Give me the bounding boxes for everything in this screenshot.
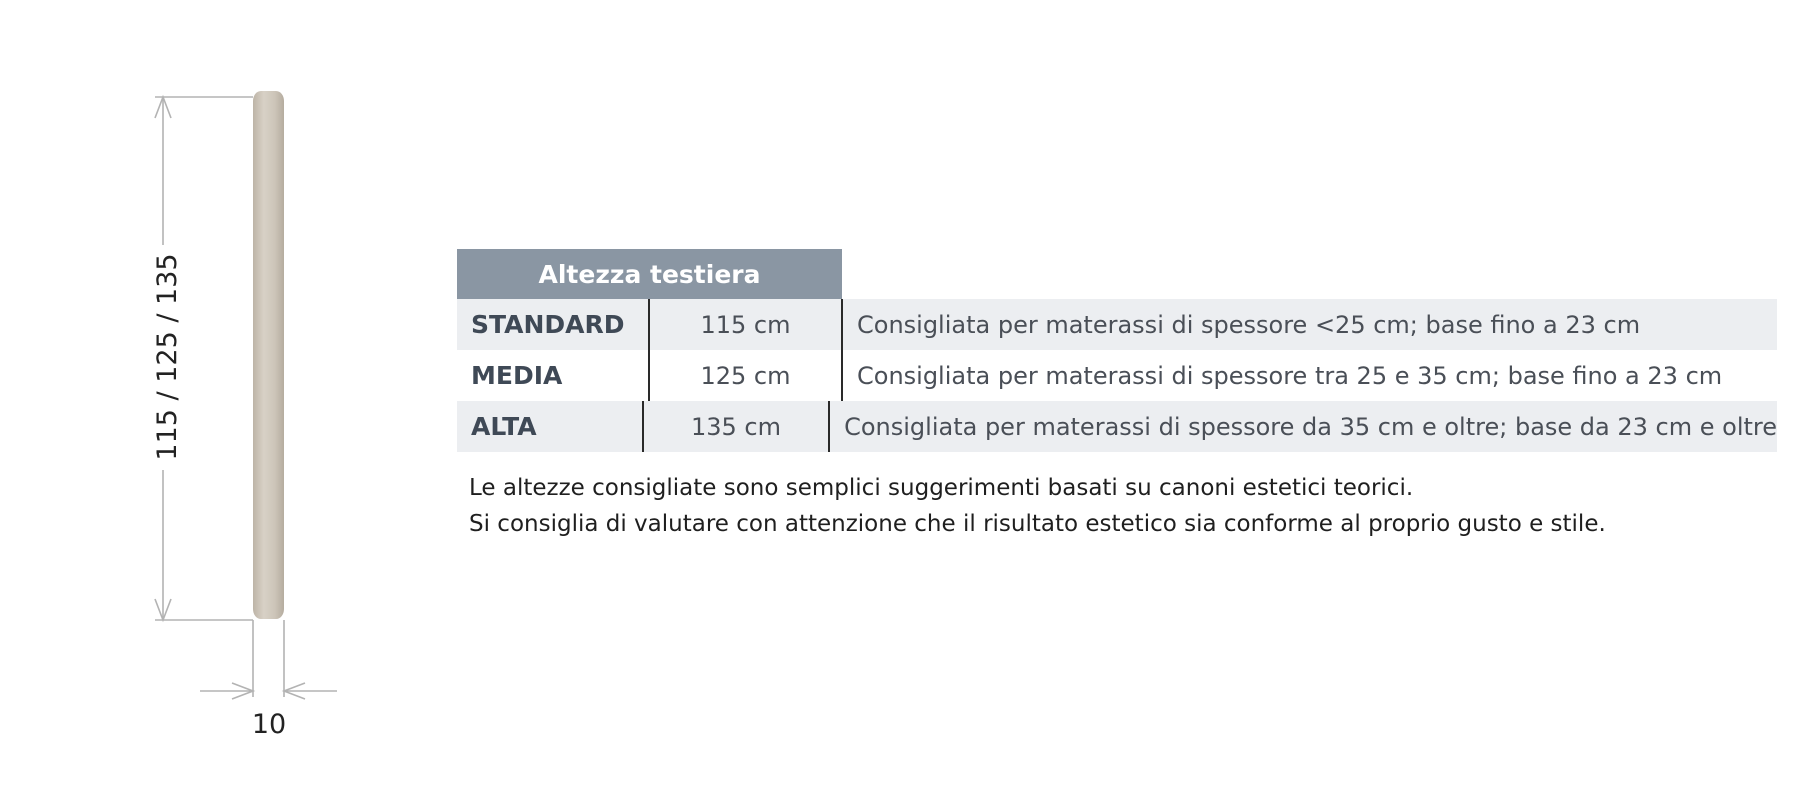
level-cell: STANDARD <box>457 299 650 350</box>
height-cell: 125 cm <box>650 350 843 401</box>
description-cell: Consigliata per materassi di spessore da 35 cm e oltre; base da 23 cm e oltre <box>844 412 1777 441</box>
recommendation-notes <box>457 470 1777 542</box>
note-line: Le altezze consigliate sono semplici suggerimenti basati su canoni estetici teorici. <box>469 475 1414 501</box>
note-line: Si consiglia di valutare con attenzione che il risultato estetico sia conforme al proprio gusto e stile. <box>469 511 1606 537</box>
headboard-panel <box>253 91 284 619</box>
table-row-media <box>457 350 1777 401</box>
headboard-dimension-diagram <box>0 0 400 791</box>
table-row-alta <box>457 401 1777 452</box>
height-cell: 135 cm <box>644 401 830 452</box>
width-dimension-label: 10 <box>251 709 287 740</box>
headboard-height-table <box>457 249 1777 542</box>
table-row-standard <box>457 299 1777 350</box>
level-cell: MEDIA <box>457 350 650 401</box>
table-header: Altezza testiera <box>457 249 842 299</box>
height-dimension-label: 115 / 125 / 135 <box>152 253 183 461</box>
height-cell: 115 cm <box>650 299 843 350</box>
description-cell: Consigliata per materassi di spessore tra 25 e 35 cm; base fino a 23 cm <box>857 361 1723 390</box>
description-cell: Consigliata per materassi di spessore <25 cm; base fino a 23 cm <box>857 310 1641 339</box>
level-cell: ALTA <box>457 401 644 452</box>
